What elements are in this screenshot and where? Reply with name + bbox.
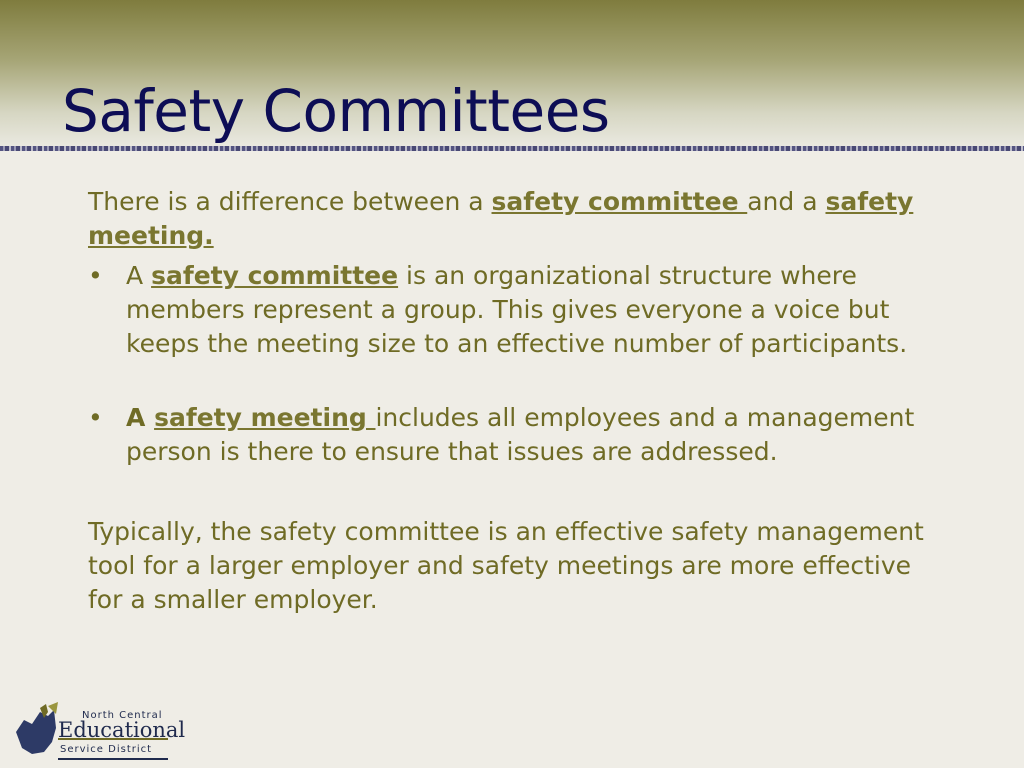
logo-line-2: Educational: [58, 718, 186, 742]
bullet-dot: •: [88, 403, 103, 432]
slide-body: [88, 185, 938, 617]
title-divider: [0, 146, 1024, 151]
logo-line-3: Service District: [60, 744, 153, 755]
bullet-item: [88, 401, 938, 469]
bullet-dot: •: [88, 261, 103, 290]
ncesd-logo: [14, 702, 186, 760]
bullet-item: [88, 259, 938, 361]
intro-paragraph: [88, 185, 938, 253]
bullet-lead: A: [126, 261, 152, 290]
bullet-list: [88, 259, 938, 469]
closing-paragraph: Typically, the safety committee is an effective safety management tool for a larger employer and safety meetings are more effective for a smaller employer.: [88, 517, 924, 614]
slide-title: Safety Committees: [62, 77, 610, 145]
intro-text-middle: and a: [747, 187, 826, 216]
bullet-term: safety meeting: [154, 403, 376, 432]
bullet-lead: A: [126, 403, 155, 432]
bullet-text: includes all employees and a management person is there to ensure that issues are addressed.: [126, 403, 915, 466]
bullet-text: is an organizational structure where members represent a group. This gives everyone a voice but keeps the meeting size to an effective number of participants.: [126, 261, 908, 358]
intro-text-before: There is a difference between a: [88, 187, 492, 216]
term-safety-committee: safety committee: [491, 187, 748, 216]
logo-line-1: North Central: [82, 710, 163, 721]
bullet-term: safety committee: [151, 261, 399, 290]
term-safety-meeting: safety meeting.: [88, 187, 914, 250]
